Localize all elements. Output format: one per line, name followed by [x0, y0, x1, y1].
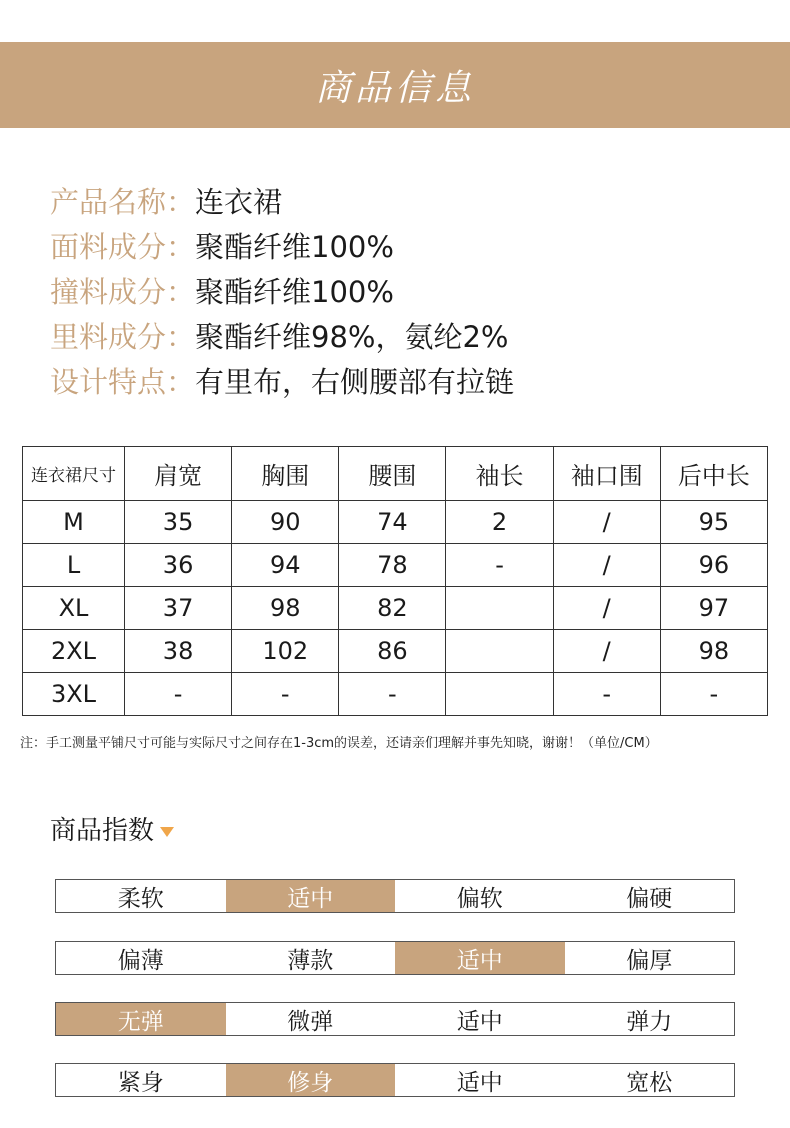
scale-option-selected: 无弹: [56, 1003, 226, 1035]
info-row: [50, 178, 514, 223]
table-header: 袖口围: [553, 447, 660, 501]
table-header: 后中长: [660, 447, 767, 501]
info-value: 聚酯纤维100%: [195, 230, 394, 264]
scale-option: 柔软: [117, 885, 164, 912]
table-cell: 82: [339, 587, 446, 630]
table-cell: XL: [23, 587, 125, 630]
softness-scale: [55, 879, 735, 913]
table-cell: 38: [125, 630, 232, 673]
table-cell: 74: [339, 501, 446, 544]
scale-option-selected: 修身: [226, 1064, 396, 1096]
size-table: [22, 446, 768, 716]
table-cell: 37: [125, 587, 232, 630]
info-row: [50, 268, 514, 313]
scale-option: 偏硬: [626, 885, 673, 912]
table-cell: 90: [232, 501, 339, 544]
table-cell: 98: [660, 630, 767, 673]
info-row: [50, 358, 514, 403]
table-cell: 96: [660, 544, 767, 587]
info-label: 设计特点：: [50, 365, 196, 399]
table-cell: /: [553, 544, 660, 587]
section-title-text: 商品指数: [50, 816, 155, 846]
table-header: 连衣裙尺寸: [23, 447, 125, 501]
table-cell: 97: [660, 587, 767, 630]
scale-option: 薄款: [287, 947, 334, 974]
table-cell: /: [553, 501, 660, 544]
table-cell: 2: [446, 501, 553, 544]
table-cell: 2XL: [23, 630, 125, 673]
info-value: 有里布，右侧腰部有拉链: [195, 365, 515, 399]
measurement-note: 注：手工测量平铺尺寸可能与实际尺寸之间存在1-3cm的误差，还请亲们理解并事先知晓，谢谢！（单位/CM）: [20, 736, 658, 751]
table-header: 袖长: [446, 447, 553, 501]
info-label: 面料成分：: [50, 230, 196, 264]
info-label: 里料成分：: [50, 320, 196, 354]
table-header: 胸围: [232, 447, 339, 501]
info-row: [50, 223, 514, 268]
table-cell: 95: [660, 501, 767, 544]
table-cell: M: [23, 501, 125, 544]
table-cell: 78: [339, 544, 446, 587]
table-cell: 102: [232, 630, 339, 673]
thickness-scale: [55, 941, 735, 975]
info-label: 撞料成分：: [50, 275, 196, 309]
table-row: [23, 544, 768, 587]
banner-title: 商品信息: [314, 67, 475, 109]
triangle-down-icon: [160, 827, 174, 837]
info-value: 聚酯纤维98%，氨纶2%: [195, 320, 509, 354]
table-cell: L: [23, 544, 125, 587]
table-cell: 36: [125, 544, 232, 587]
table-cell: 35: [125, 501, 232, 544]
table-cell: /: [553, 587, 660, 630]
table-cell: -: [339, 673, 446, 716]
table-cell: 86: [339, 630, 446, 673]
product-info: [50, 178, 514, 403]
table-row: [23, 501, 768, 544]
scale-option: 宽松: [626, 1069, 673, 1096]
scale-option: 微弹: [287, 1008, 334, 1035]
elasticity-scale: [55, 1002, 735, 1036]
scale-option: 紧身: [117, 1069, 164, 1096]
info-row: [50, 313, 514, 358]
table-cell: -: [446, 544, 553, 587]
table-header: 腰围: [339, 447, 446, 501]
table-header: 肩宽: [125, 447, 232, 501]
scale-option: 偏软: [456, 885, 503, 912]
table-cell: 94: [232, 544, 339, 587]
scale-option: 适中: [456, 1008, 503, 1035]
info-label: 产品名称：: [50, 185, 196, 219]
table-cell: /: [553, 630, 660, 673]
scale-option-selected: 适中: [395, 942, 565, 974]
table-header-row: [23, 447, 768, 501]
table-cell: -: [660, 673, 767, 716]
info-value: 连衣裙: [195, 185, 283, 219]
table-cell: -: [232, 673, 339, 716]
info-value: 聚酯纤维100%: [195, 275, 394, 309]
table-cell: [446, 630, 553, 673]
section-title: [50, 810, 174, 847]
header-banner: [0, 42, 790, 128]
scale-option-selected: 适中: [226, 880, 396, 912]
fit-scale: [55, 1063, 735, 1097]
table-cell: [446, 587, 553, 630]
table-cell: -: [125, 673, 232, 716]
table-row: [23, 587, 768, 630]
table-cell: 3XL: [23, 673, 125, 716]
table-row: [23, 673, 768, 716]
scale-option: 弹力: [626, 1008, 673, 1035]
table-cell: -: [553, 673, 660, 716]
table-cell: 98: [232, 587, 339, 630]
scale-option: 适中: [456, 1069, 503, 1096]
scale-option: 偏厚: [626, 947, 673, 974]
scale-option: 偏薄: [117, 947, 164, 974]
table-row: [23, 630, 768, 673]
table-cell: [446, 673, 553, 716]
